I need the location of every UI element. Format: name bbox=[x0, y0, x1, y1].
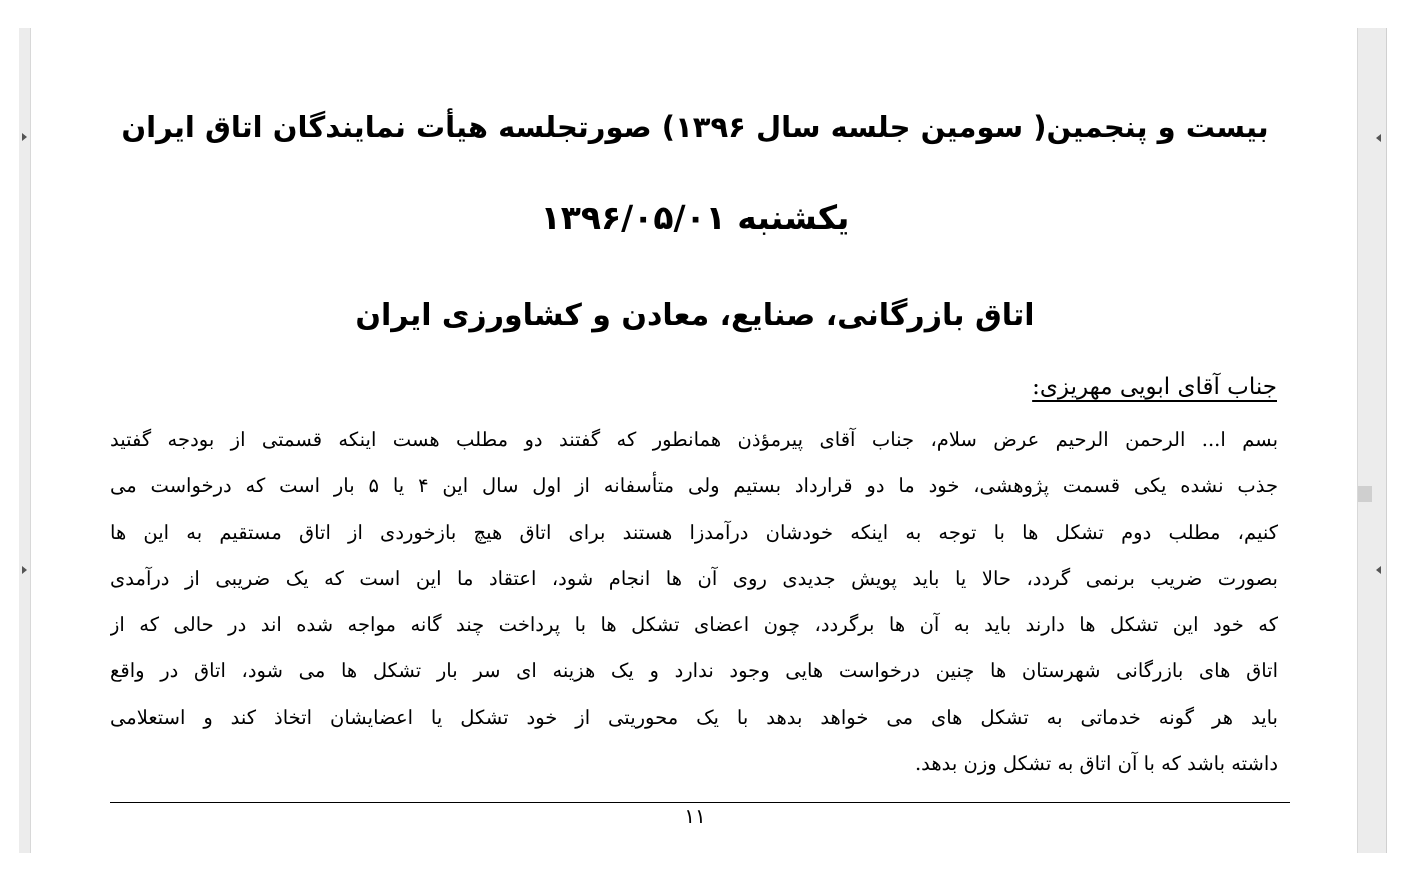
organization-name: اتاق بازرگانی، صنایع، معادن و کشاورزی ایران bbox=[355, 298, 1035, 333]
body-text-line: کنیم، مطلب دوم تشکل ها با توجه به اینکه خودشان درآمدزا هستند برای اتاق هیچ بازخوردی از اتاق مستقیم به این ها bbox=[110, 521, 1278, 544]
left-ruler-bar bbox=[19, 28, 31, 853]
left-margin-marker-bottom-icon[interactable] bbox=[22, 566, 27, 574]
body-text-line: باید هر گونه خدماتی به تشکل های می خواهد بدهد با یک محوریتی از خود تشکل یا اعضایشان اتخاذ کند و استعلامی bbox=[110, 706, 1278, 729]
body-text-line: اتاق های بازرگانی شهرستان ها چنین درخواست هایی وجود ندارد و یک هزینه ای سر بار تشکل ها می شود، اتاق در واقع bbox=[110, 659, 1278, 682]
body-text-line: داشته باشد که با آن اتاق به تشکل وزن بدهد. bbox=[914, 752, 1278, 775]
body-text-line: بصورت ضریب برنمی گردد، حالا یا باید پویش جدیدی روی آن ها انجام شود، اعتقاد ما این است که یک ضریبی از درآمدی bbox=[110, 567, 1278, 590]
body-text-line: جذب نشده یکی قسمت پژوهشی، خود ما دو قرارداد بستیم ولی متأسفانه از اول سال این ۴ یا ۵ بار است که درخواست می bbox=[110, 474, 1278, 497]
body-text-line: بسم ا... الرحمن الرحیم عرض سلام، جناب آقای پیرمؤذن همانطور که گفتند دو مطلب هست اینکه قسمتی از بودجه گفتید bbox=[110, 428, 1278, 451]
document-title: بیست و پنجمین( سومین جلسه سال ۱۳۹۶) صورتجلسه هیأت نمایندگان اتاق ایران bbox=[121, 110, 1269, 144]
bottom-strip bbox=[0, 853, 1409, 893]
footer-rule bbox=[110, 802, 1290, 803]
speaker-heading: جناب آقای ابویی مهریزی: bbox=[1032, 374, 1277, 400]
page-number: ۱۱ bbox=[684, 804, 706, 828]
scrollbar-thumb[interactable] bbox=[1358, 486, 1372, 502]
right-margin-marker-bottom-icon[interactable] bbox=[1376, 566, 1381, 574]
vertical-scrollbar[interactable] bbox=[1357, 28, 1387, 853]
body-text-line: که خود این تشکل ها دارند باید به آن ها برگردد، چون اعضای تشکل ها با پرداخت چند گانه مواجه شده اند در حالی که از bbox=[110, 613, 1278, 636]
document-date: یکشنبه ۱۳۹۶/۰۵/۰۱ bbox=[540, 198, 850, 237]
